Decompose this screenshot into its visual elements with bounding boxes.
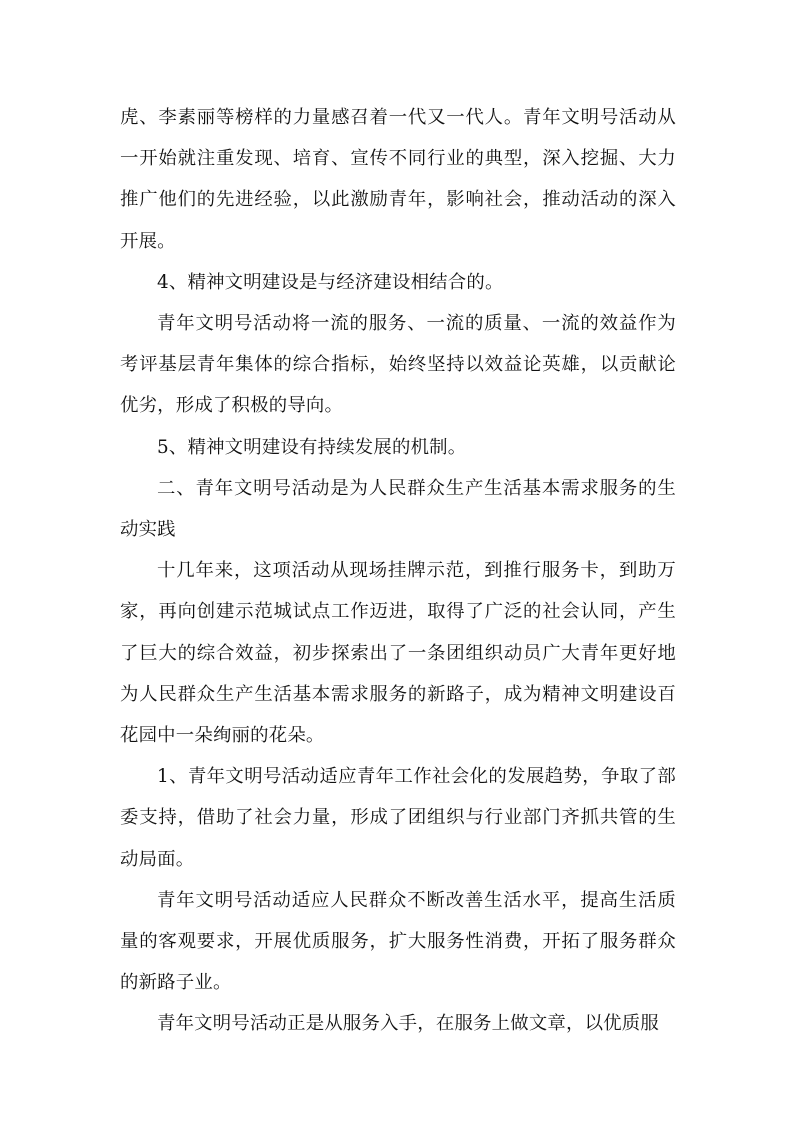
paragraph-6: 十几年来，这项活动从现场挂牌示范，到推行服务卡，到助万家，再向创建示范城试点工作迈进，取得了广泛的社会认同，产生了巨大的综合效益，初步探索出了一条团组织动员广大青年更好地为人民群众生产生活基本需求服务的新路子，成为精神文明建设百花园中一朵绚丽的花朵。	[120, 560, 676, 747]
section-heading: 二、青年文明号活动是为人民群众生产生活基本需求服务的生动实践	[120, 477, 676, 541]
paragraph-8: 青年文明号活动适应人民群众不断改善生活水平，提高生活质量的客观要求，开展优质服务，扩大服务性消费，开拓了服务群众的新路子业。	[120, 889, 676, 994]
paragraph-9: 青年文明号活动正是从服务入手，在服务上做文章，以优质服	[157, 1013, 659, 1035]
document-body	[120, 97, 676, 1045]
paragraph-1: 虎、李素丽等榜样的力量感召着一代又一代人。青年文明号活动从一开始就注重发现、培育、宣传不同行业的典型，深入挖掘、大力推广他们的先进经验，以此激励青年，影响社会，推动活动的深入开展。	[120, 107, 676, 252]
paragraph-3: 青年文明号活动将一流的服务、一流的质量、一流的效益作为考评基层青年集体的综合指标，始终坚持以效益论英雄，以贡献论优劣，形成了积极的导向。	[120, 313, 676, 417]
paragraph-4-heading: 5、精神文明建设有持续发展的机制。	[157, 436, 467, 458]
paragraph-2-heading: 4、精神文明建设是与经济建设相结合的。	[157, 271, 504, 293]
paragraph-7-heading: 1、青年文明号活动适应青年工作社会化的发展趋势，争取了部委支持，借助了社会力量，形成了团组织与行业部门齐抓共管的生动局面。	[120, 766, 676, 870]
